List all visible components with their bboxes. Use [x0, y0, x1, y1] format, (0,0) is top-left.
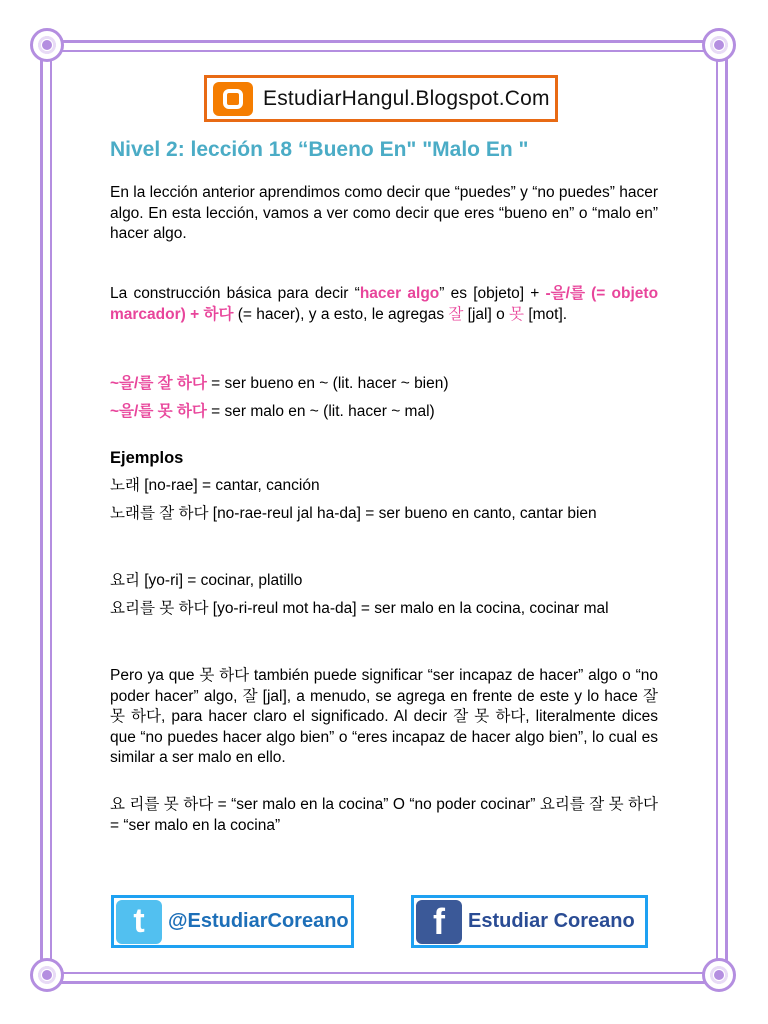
twitter-label: @EstudiarCoreano: [168, 910, 349, 932]
corner-ornament: [702, 28, 736, 62]
construction-text: La construcción básica para decir “: [110, 285, 360, 302]
highlight-hacer-algo: hacer algo: [359, 285, 440, 302]
example-item: 요리 [yo-ri] = cocinar, platillo: [110, 572, 303, 589]
example-item: 노래 [no-rae] = cantar, canción: [110, 477, 320, 494]
construction-text: [jal] o: [463, 305, 510, 323]
example-item: 노래를 잘 하다 [no-rae-reul jal ha-da] = ser bueno en canto, cantar bien: [110, 505, 597, 522]
site-name: EstudiarHangul.Blogspot.Com: [263, 86, 550, 110]
rule-bad: [110, 402, 658, 423]
corner-ornament: [30, 28, 64, 62]
corner-ornament: [30, 958, 64, 992]
rule-good: [110, 374, 658, 395]
highlight-marker: -을/를 (= objeto marcador) + 하다: [110, 285, 659, 323]
construction-paragraph: [110, 284, 658, 325]
examples-heading: Ejemplos: [110, 449, 184, 467]
highlight-mot: 못: [509, 305, 525, 323]
twitter-icon: t: [116, 900, 162, 944]
intro-paragraph: En la lección anterior aprendimos como decir que “puedes” y “no puedes” hacer algo. En esta lección, vamos a ver como decir que eres “bueno en” o “malo en” hacer algo.: [110, 184, 658, 242]
facebook-button[interactable]: [411, 895, 648, 948]
rule-text: = ser malo en ~ (lit. hacer ~ mal): [206, 403, 435, 420]
twitter-button[interactable]: [111, 895, 354, 948]
site-banner[interactable]: [204, 75, 558, 122]
example-item: 요리를 못 하다 [yo-ri-reul mot ha-da] = ser malo en la cocina, cocinar mal: [110, 600, 609, 617]
construction-text: [mot].: [524, 305, 568, 323]
rule-text: = ser bueno en ~ (lit. hacer ~ bien): [206, 375, 449, 392]
construction-text: ” es [objeto] +: [439, 285, 546, 302]
lesson-title: Nivel 2: lección 18 “Bueno En" "Malo En ": [110, 138, 529, 161]
blogger-icon: [213, 82, 253, 116]
rule-korean: ~을/를 잘 하다: [110, 375, 207, 392]
facebook-icon: f: [416, 900, 462, 944]
explanation-paragraph: Pero ya que 못 하다 también puede significar “ser incapaz de hacer” algo o “no poder hacer” algo, 잘 [jal], a menudo, se agrega en frente de este y lo hace 잘 못 하다, para hacer claro el significado. Al decir 잘 못 하다, literalmente dices que “no puedes hacer algo bien” o “eres incapaz de hacer algo bien”, lo cual es similar a ser malo en ello.: [110, 667, 658, 766]
final-example: 요 리를 못 하다 = “ser malo en la cocina” O “no poder cocinar” 요리를 잘 못 하다 = “ser malo en la cocina”: [110, 796, 658, 834]
construction-text: (= hacer), y a esto, le agregas: [233, 305, 449, 323]
rule-korean: ~을/를 못 하다: [110, 403, 207, 420]
corner-ornament: [702, 958, 736, 992]
highlight-jal: 잘: [448, 305, 464, 323]
facebook-label: Estudiar Coreano: [468, 910, 635, 932]
